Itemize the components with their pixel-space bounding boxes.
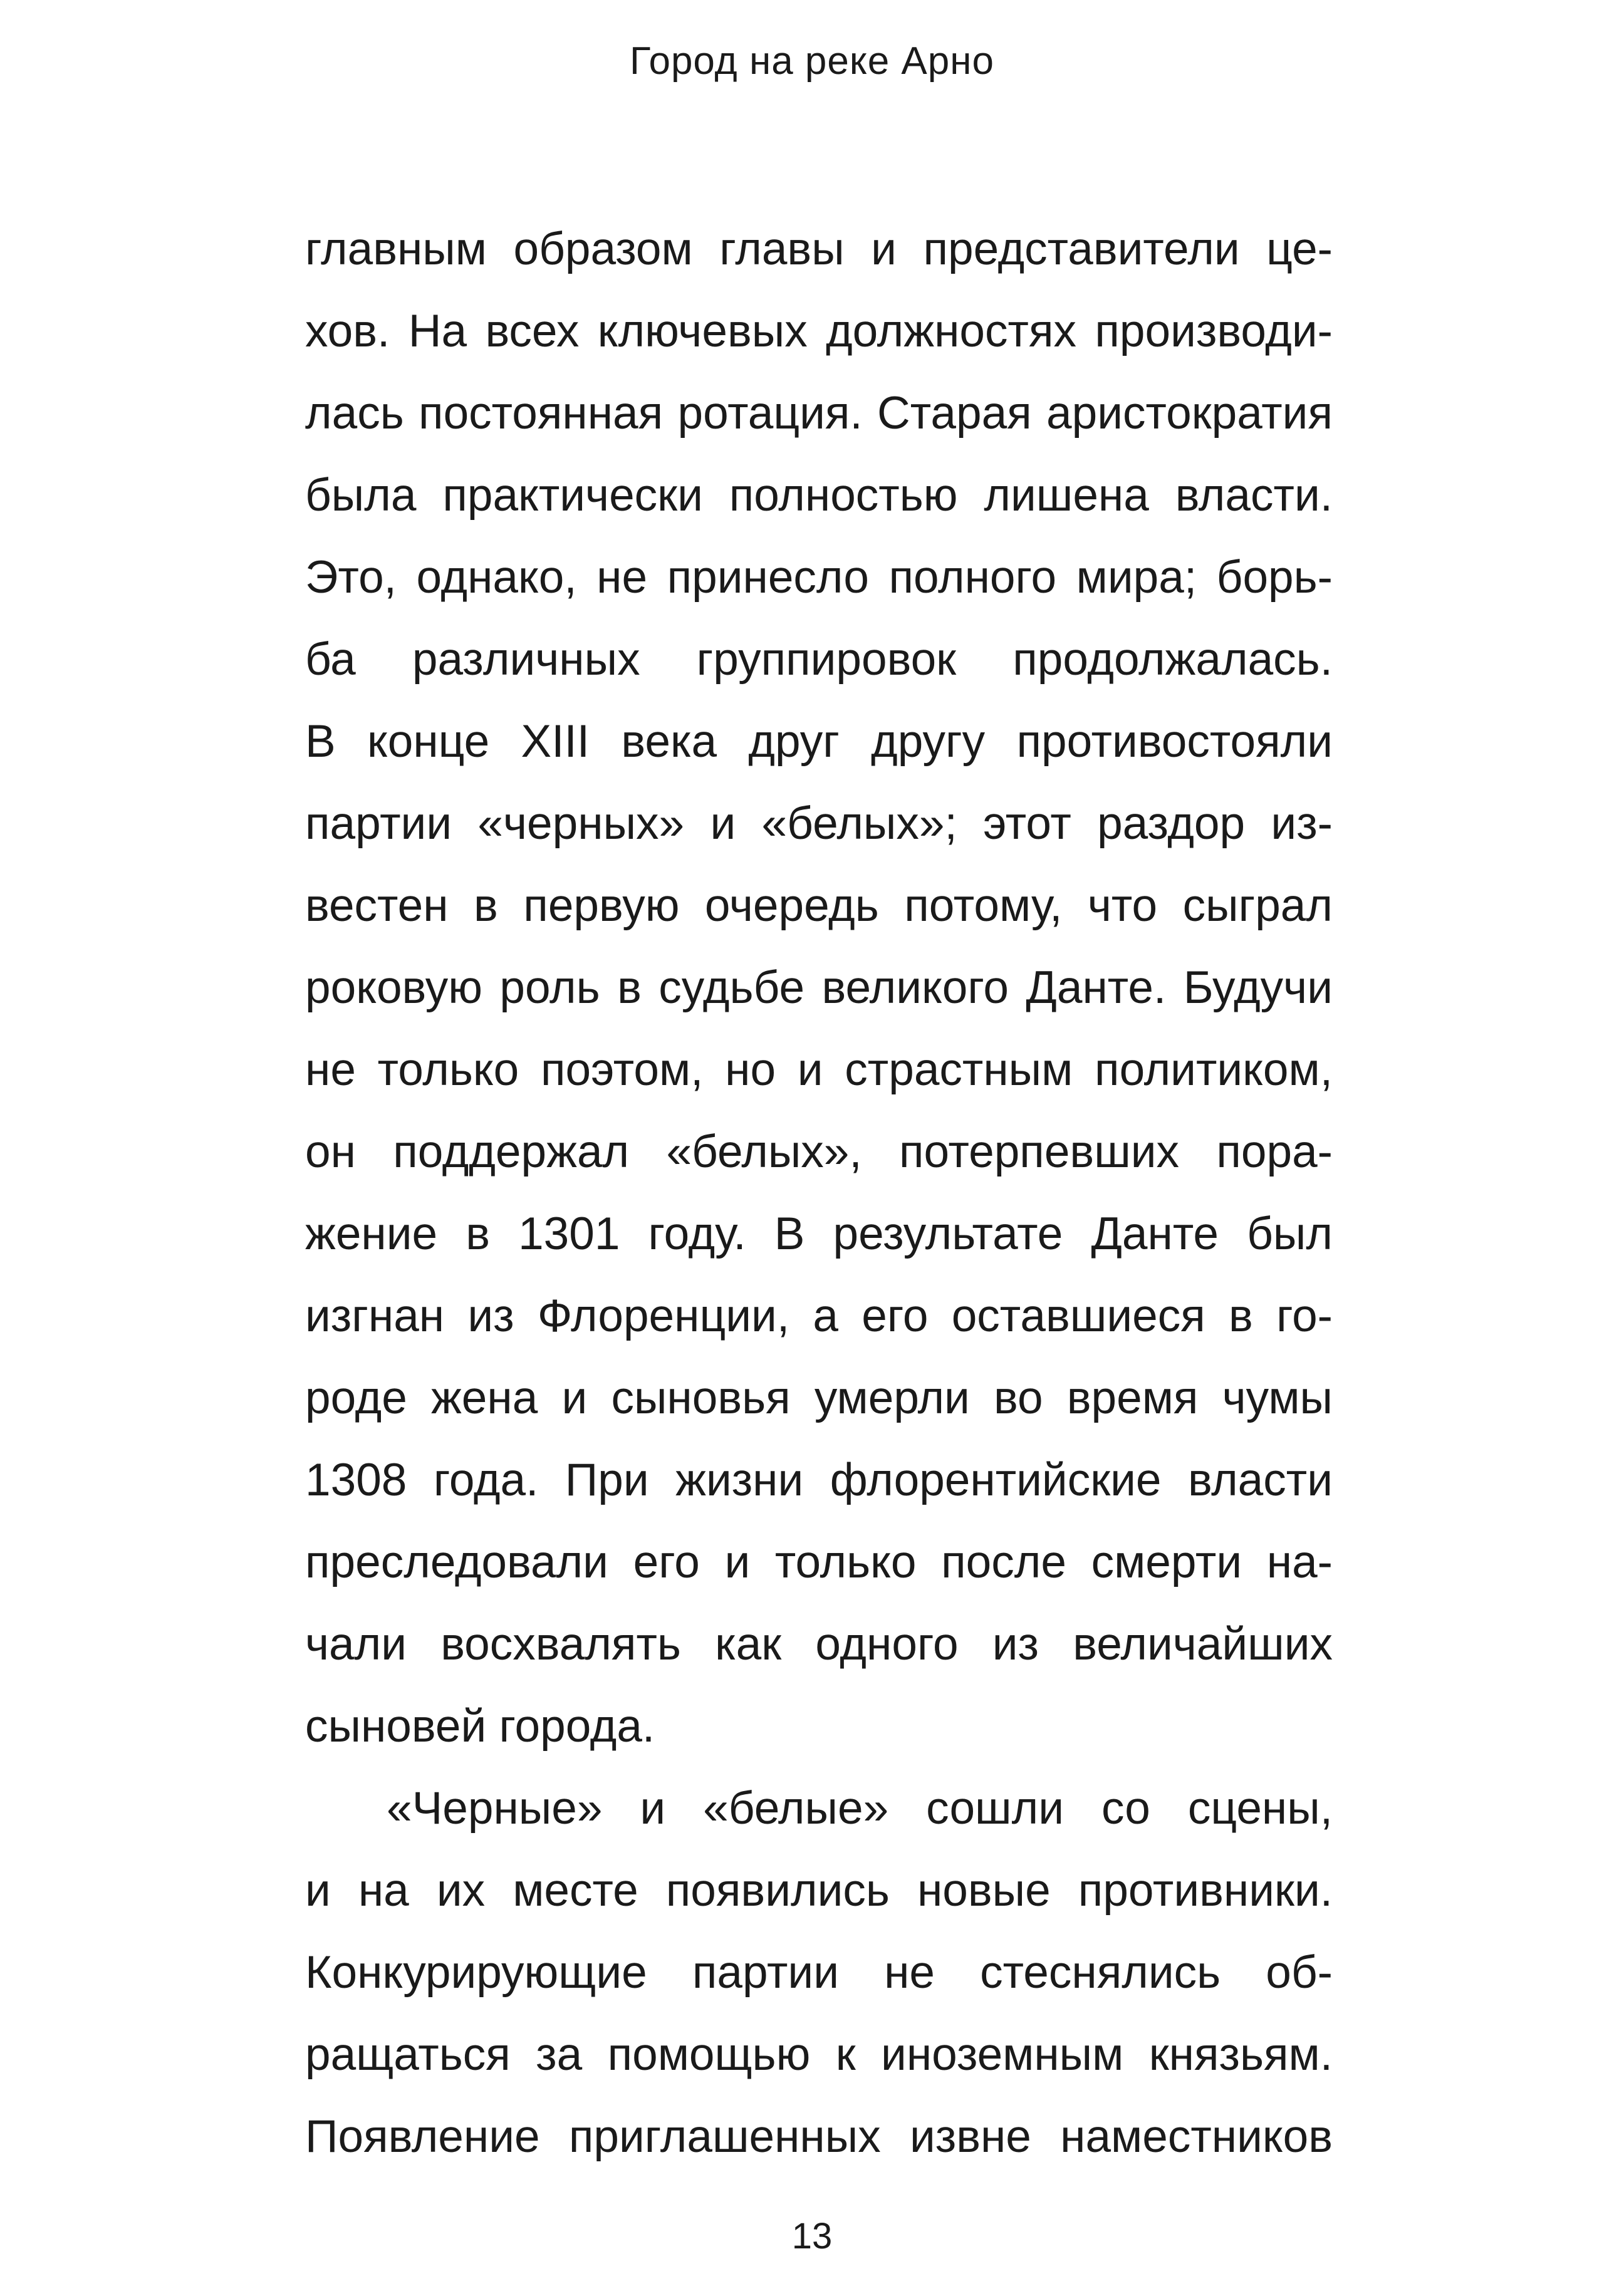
text-line: ба различных группировок продолжалась. [305, 634, 1333, 685]
text-line: роде жена и сыновья умерли во время чумы [305, 1373, 1333, 1423]
text-line: и на их месте появились новые противники. [305, 1865, 1333, 1916]
text-line: не только поэтом, но и страстным политиком, [305, 1044, 1333, 1095]
text-line: жение в 1301 году. В результате Данте был [305, 1208, 1333, 1259]
body-text [305, 208, 1333, 2178]
text-line: Конкурирующие партии не стеснялись об- [305, 1947, 1333, 1998]
text-line: чали восхвалять как одного из величайших [305, 1619, 1333, 1670]
text-line: Появление приглашенных извне наместников [305, 2111, 1333, 2162]
text-line: хов. На всех ключевых должностях производи- [305, 306, 1333, 356]
text-line: лась постоянная ротация. Старая аристократия [305, 388, 1333, 439]
page-number: 13 [791, 2216, 833, 2257]
text-line: была практически полностью лишена власти. [305, 470, 1333, 521]
text-line: В конце XIII века друг другу противостояли [305, 716, 1333, 767]
text-line: он поддержал «белых», потерпевших пора- [305, 1126, 1333, 1177]
text-line: главным образом главы и представители це- [305, 224, 1333, 274]
text-line: изгнан из Флоренции, а его оставшиеся в го- [305, 1291, 1333, 1341]
text-line: ращаться за помощью к иноземным князьям. [305, 2029, 1333, 2080]
text-line: Это, однако, не принесло полного мира; борь- [305, 552, 1333, 603]
running-title: Город на реке Арно [630, 39, 994, 83]
text-line: преследовали его и только после смерти на- [305, 1537, 1333, 1587]
text-line: сыновей города. [305, 1701, 655, 1752]
text-line: «Черные» и «белые» сошли со сцены, [387, 1783, 1333, 1834]
text-line: роковую роль в судьбе великого Данте. Будучи [305, 962, 1333, 1013]
text-line: вестен в первую очередь потому, что сыграл [305, 880, 1333, 931]
text-line: 1308 года. При жизни флорентийские власти [305, 1455, 1333, 1505]
text-line: партии «черных» и «белых»; этот раздор из- [305, 798, 1333, 849]
